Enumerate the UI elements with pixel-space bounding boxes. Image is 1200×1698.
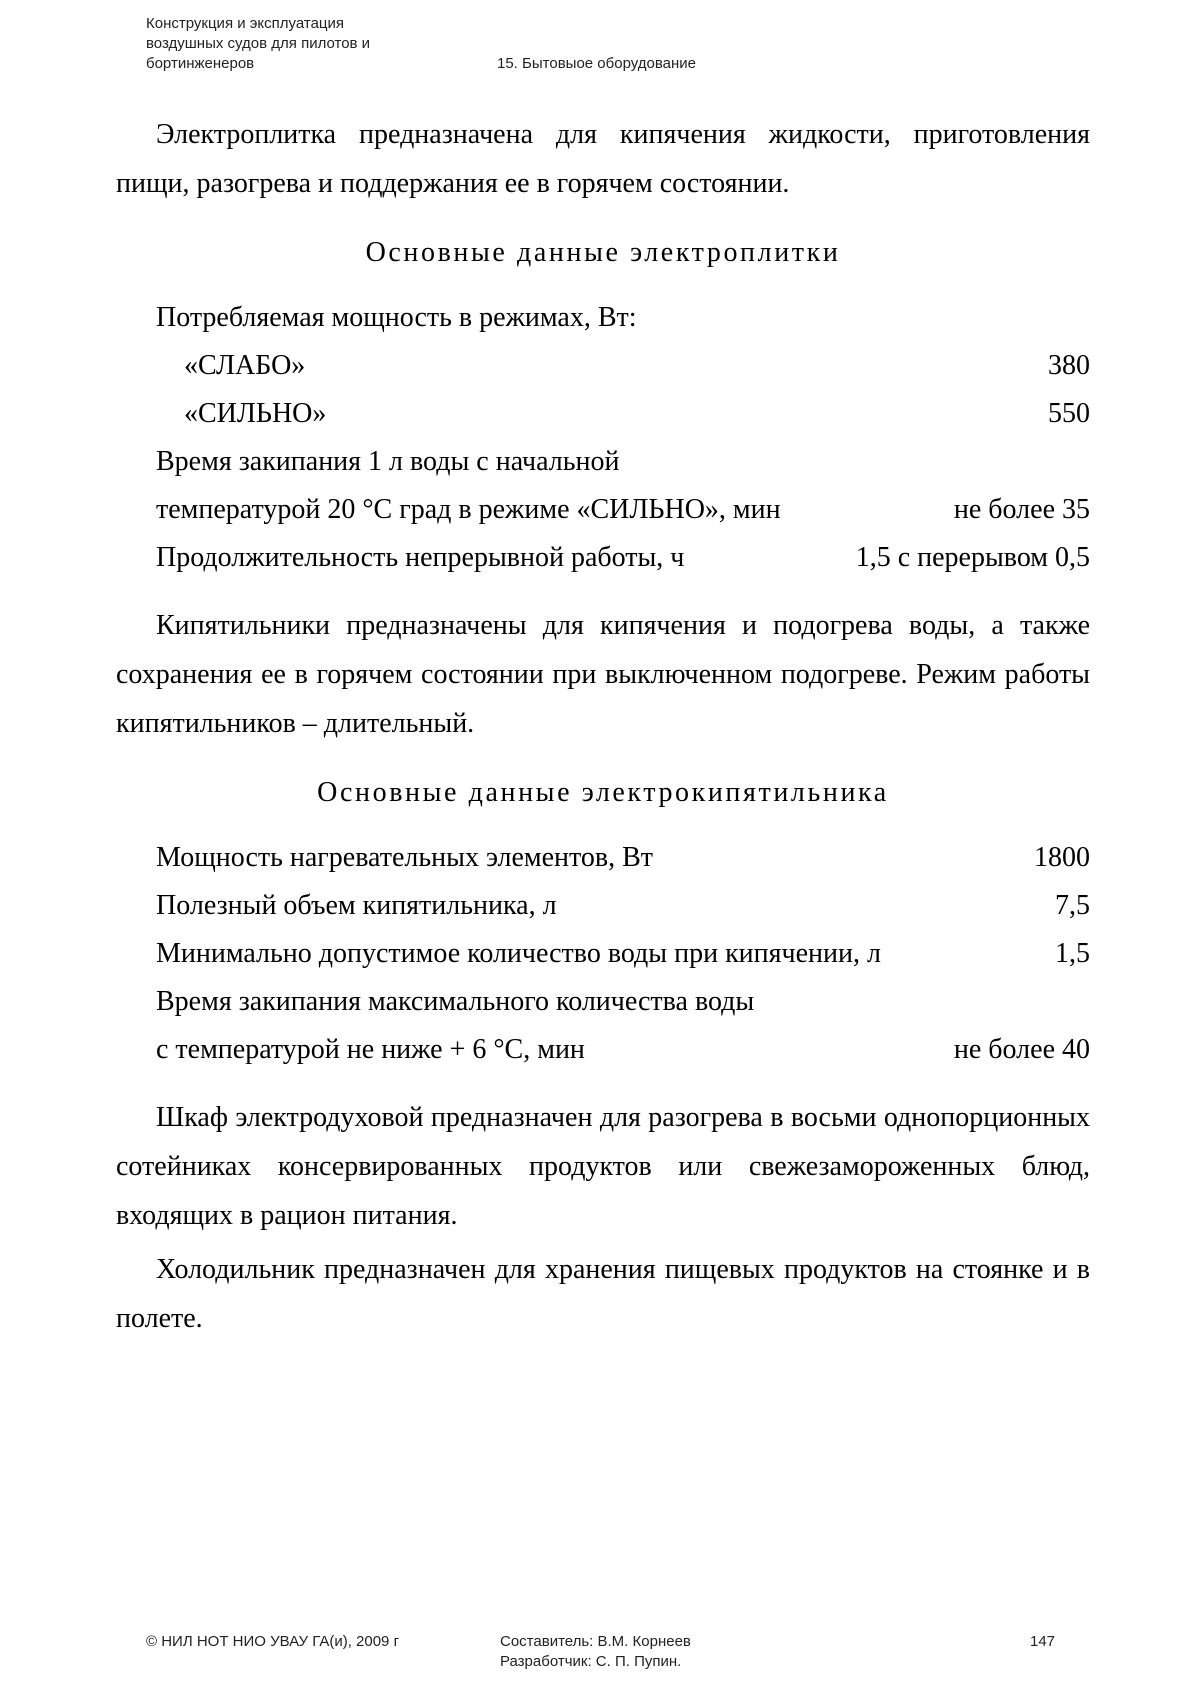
running-header-book-title (146, 14, 370, 74)
spec-label: Продолжительность непрерывной работы, ч (156, 542, 685, 573)
boiler-specs-title: Основные данные электрокипятильника (317, 777, 889, 808)
running-header-chapter: 15. Бытовыое оборудование (497, 55, 696, 72)
spec-label: температурой 20 °С град в режиме «СИЛЬНО», мин (156, 494, 781, 525)
spec-value: 1,5 с перерывом 0,5 (855, 542, 1090, 573)
spec-row (156, 389, 1090, 437)
spec-value: не более 40 (953, 1034, 1090, 1065)
spec-label: Время закипания 1 л воды с начальной (156, 446, 620, 477)
spec-row (156, 833, 1090, 881)
spec-value: 550 (1048, 398, 1090, 429)
spec-value: 380 (1048, 350, 1090, 381)
stove-intro-paragraph: Электроплитка предназначена для кипячения жидкости, приготовления пищи, разогрева и поддержания ее в горячем состоянии. (116, 119, 1090, 199)
spacer (116, 581, 1090, 601)
spec-label: Мощность нагревательных элементов, Вт (156, 842, 653, 873)
book-title-line: бортинженеров (146, 55, 255, 72)
page-content (116, 110, 1090, 1343)
spec-label: Полезный объем кипятильника, л (156, 890, 557, 921)
spec-row (156, 485, 1090, 533)
spacer (116, 1073, 1090, 1093)
spec-row (156, 533, 1090, 581)
spec-row (156, 977, 1090, 1025)
page-number: 147 (1030, 1633, 1056, 1650)
spec-label: Потребляемая мощность в режимах, Вт: (156, 302, 637, 333)
footer-credits (500, 1632, 691, 1672)
book-title-line: воздушных судов для пилотов и (146, 35, 371, 52)
book-title-line: Конструкция и эксплуатация (146, 15, 345, 32)
boiler-specs-list (116, 833, 1090, 1073)
spec-label: с температурой не ниже + 6 °С, мин (156, 1034, 585, 1065)
spec-row (156, 437, 1090, 485)
spec-row (156, 293, 1090, 341)
spec-label: «СИЛЬНО» (184, 398, 327, 429)
spec-value: не более 35 (953, 494, 1090, 525)
stove-specs-list (116, 293, 1090, 581)
fridge-paragraph: Холодильник предназначен для хранения пищевых продуктов на стоянке и в полете. (116, 1254, 1090, 1334)
spec-label: «СЛАБО» (184, 350, 306, 381)
spec-row (156, 929, 1090, 977)
spec-label: Время закипания максимального количества воды (156, 986, 755, 1017)
boiler-intro-paragraph: Кипятильники предназначены для кипячения и подогрева воды, а также сохранения ее в горячем состоянии при выключенном подогреве. Режим работы кипятильников – длительный. (116, 610, 1090, 739)
footer-developer: Разработчик: С. П. Пупин. (500, 1653, 682, 1670)
oven-paragraph: Шкаф электродуховой предназначен для разогрева в восьми однопорционных сотейниках консервированных продуктов или свежезамороженных блюд, входящих в рацион питания. (116, 1102, 1090, 1231)
footer-copyright: © НИЛ НОТ НИО УВАУ ГА(и), 2009 г (146, 1633, 400, 1650)
spec-row (156, 1025, 1090, 1073)
spec-value: 1,5 (1055, 938, 1090, 969)
spec-value: 7,5 (1055, 890, 1090, 921)
spec-value: 1800 (1034, 842, 1090, 873)
footer-compiler: Составитель: В.М. Корнеев (500, 1633, 691, 1650)
spec-row (156, 341, 1090, 389)
stove-specs-title: Основные данные электроплитки (365, 237, 841, 268)
spec-label: Минимально допустимое количество воды при кипячении, л (156, 938, 881, 969)
spec-row (156, 881, 1090, 929)
